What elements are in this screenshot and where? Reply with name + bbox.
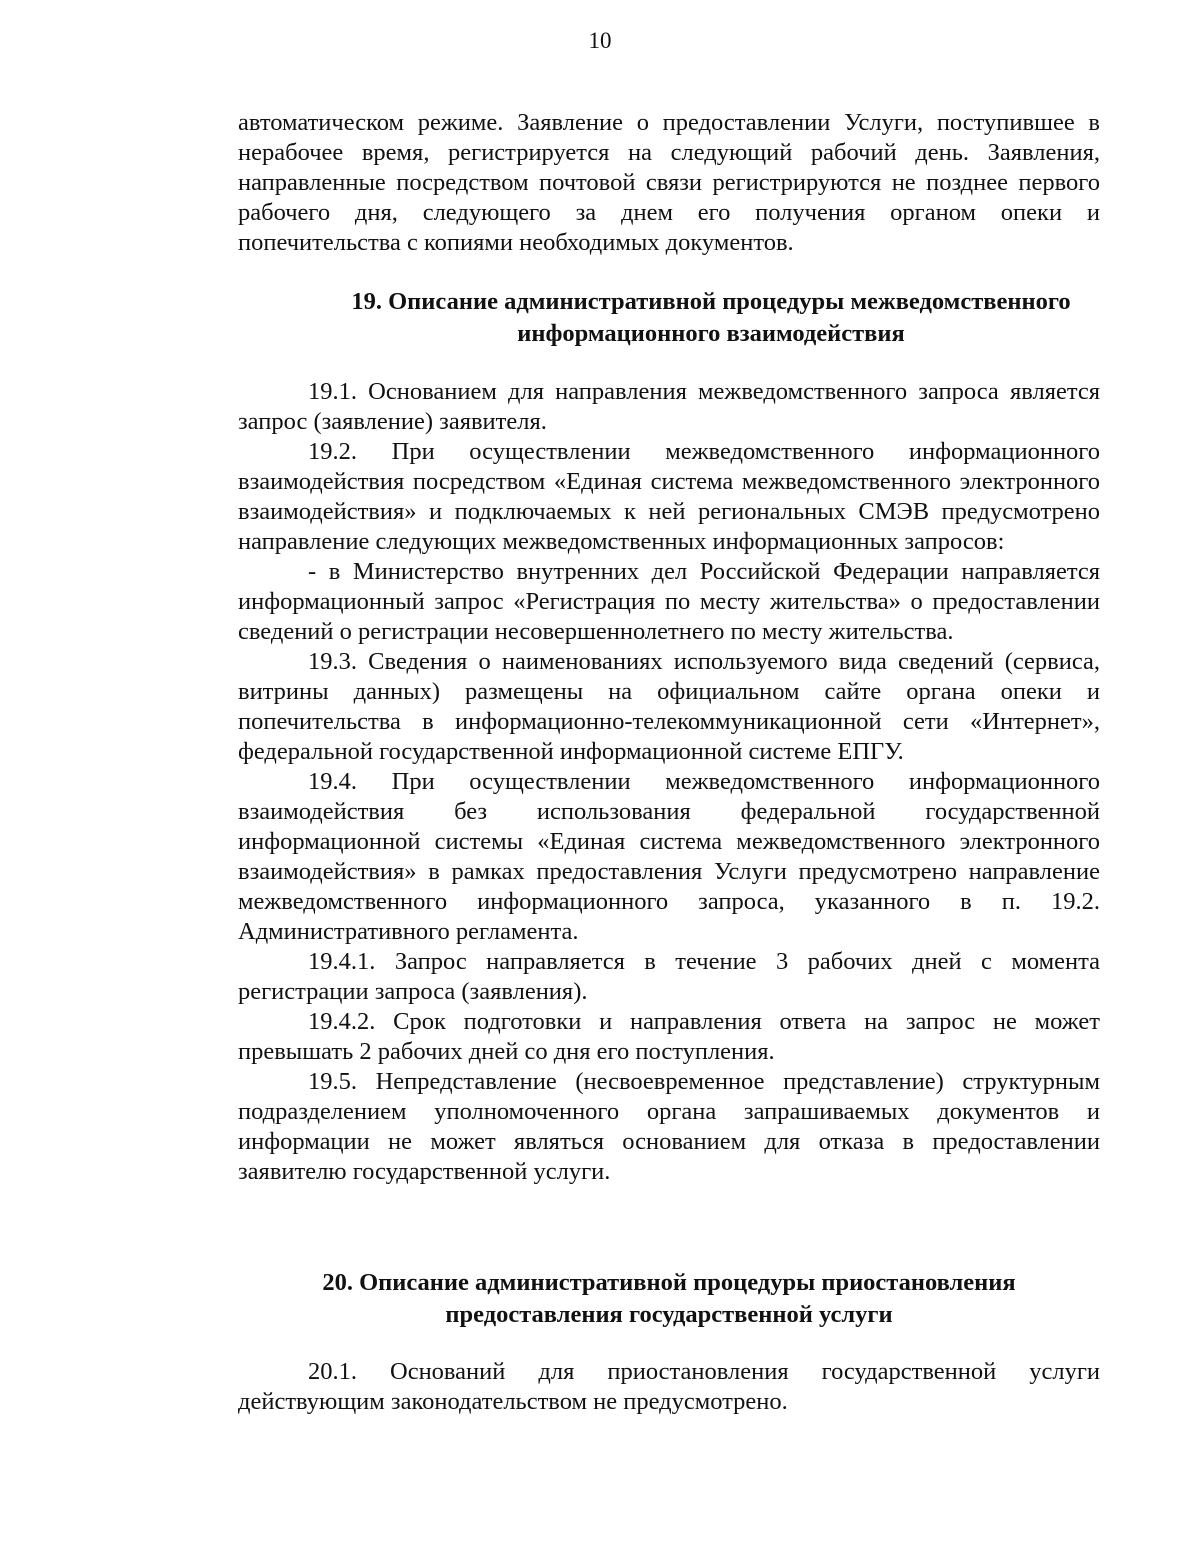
paragraph-19-5: 19.5. Непредставление (несвоевременное представление) структурным подразделением уполномоченного органа запрашиваемых документов и информации не может являться основанием для отказа в предоставлении заявителю государственной услуги. [238, 1068, 1100, 1185]
section-20-heading [238, 1267, 1100, 1331]
paragraph-19-4-1: 19.4.1. Запрос направляется в течение 3 рабочих дней с момента регистрации запроса (заявления). [238, 948, 1100, 1005]
section-19-body [238, 377, 1100, 1187]
section-19-heading-line-2: информационного взаимодействия [517, 320, 905, 347]
paragraph-19-3: 19.3. Сведения о наименованиях используемого вида сведений (сервиса, витрины данных) размещены на официальном сайте органа опеки и попечительства в информационно-телекоммуникационной сети «Интернет», федеральной государственной информационной системе ЕПГУ. [238, 648, 1100, 765]
section-20-heading-line-2: предоставления государственной услуги [445, 1301, 893, 1328]
page-number: 10 [588, 28, 612, 53]
continuation-text-block [238, 108, 1100, 258]
paragraph-19-2-item-mvd: - в Министерство внутренних дел Российской Федерации направляется информационный запрос «Регистрация по месту жительства» о предоставлении сведений о регистрации несовершеннолетнего по месту жительства. [238, 558, 1100, 645]
continuation-paragraph: автоматическом режиме. Заявление о предоставлении Услуги, поступившее в нерабочее время, регистрируется на следующий рабочий день. Заявления, направленные посредством почтовой связи регистрируются не позднее первого рабочего дня, следующего за днем его получения органом опеки и попечительства с копиями необходимых документов. [238, 109, 1100, 256]
paragraph-19-2: 19.2. При осуществлении межведомственного информационного взаимодействия посредством «Единая система межведомственного электронного взаимодействия» и подключаемых к ней региональных СМЭВ предусмотрено направление следующих межведомственных информационных запросов: [238, 438, 1100, 555]
section-20-body [238, 1357, 1100, 1417]
paragraph-19-4-2: 19.4.2. Срок подготовки и направления ответа на запрос не может превышать 2 рабочих дней со дня его поступления. [238, 1008, 1100, 1065]
paragraph-19-4: 19.4. При осуществлении межведомственного информационного взаимодействия без использования федеральной государственной информационной системы «Единая система межведомственного электронного взаимодействия» в рамках предоставления Услуги предусмотрено направление межведомственного информационного запроса, указанного в п. 19.2. Административного регламента. [238, 768, 1100, 945]
paragraph-19-1: 19.1. Основанием для направления межведомственного запроса является запрос (заявление) заявителя. [238, 378, 1100, 435]
section-20-heading-line-1: 20. Описание административной процедуры приостановления [322, 1269, 1016, 1296]
section-19-heading [238, 286, 1184, 350]
section-19-heading-line-1: 19. Описание административной процедуры межведомственного [351, 288, 1071, 315]
paragraph-20-1: 20.1. Оснований для приостановления государственной услуги действующим законодательством не предусмотрено. [238, 1358, 1100, 1415]
